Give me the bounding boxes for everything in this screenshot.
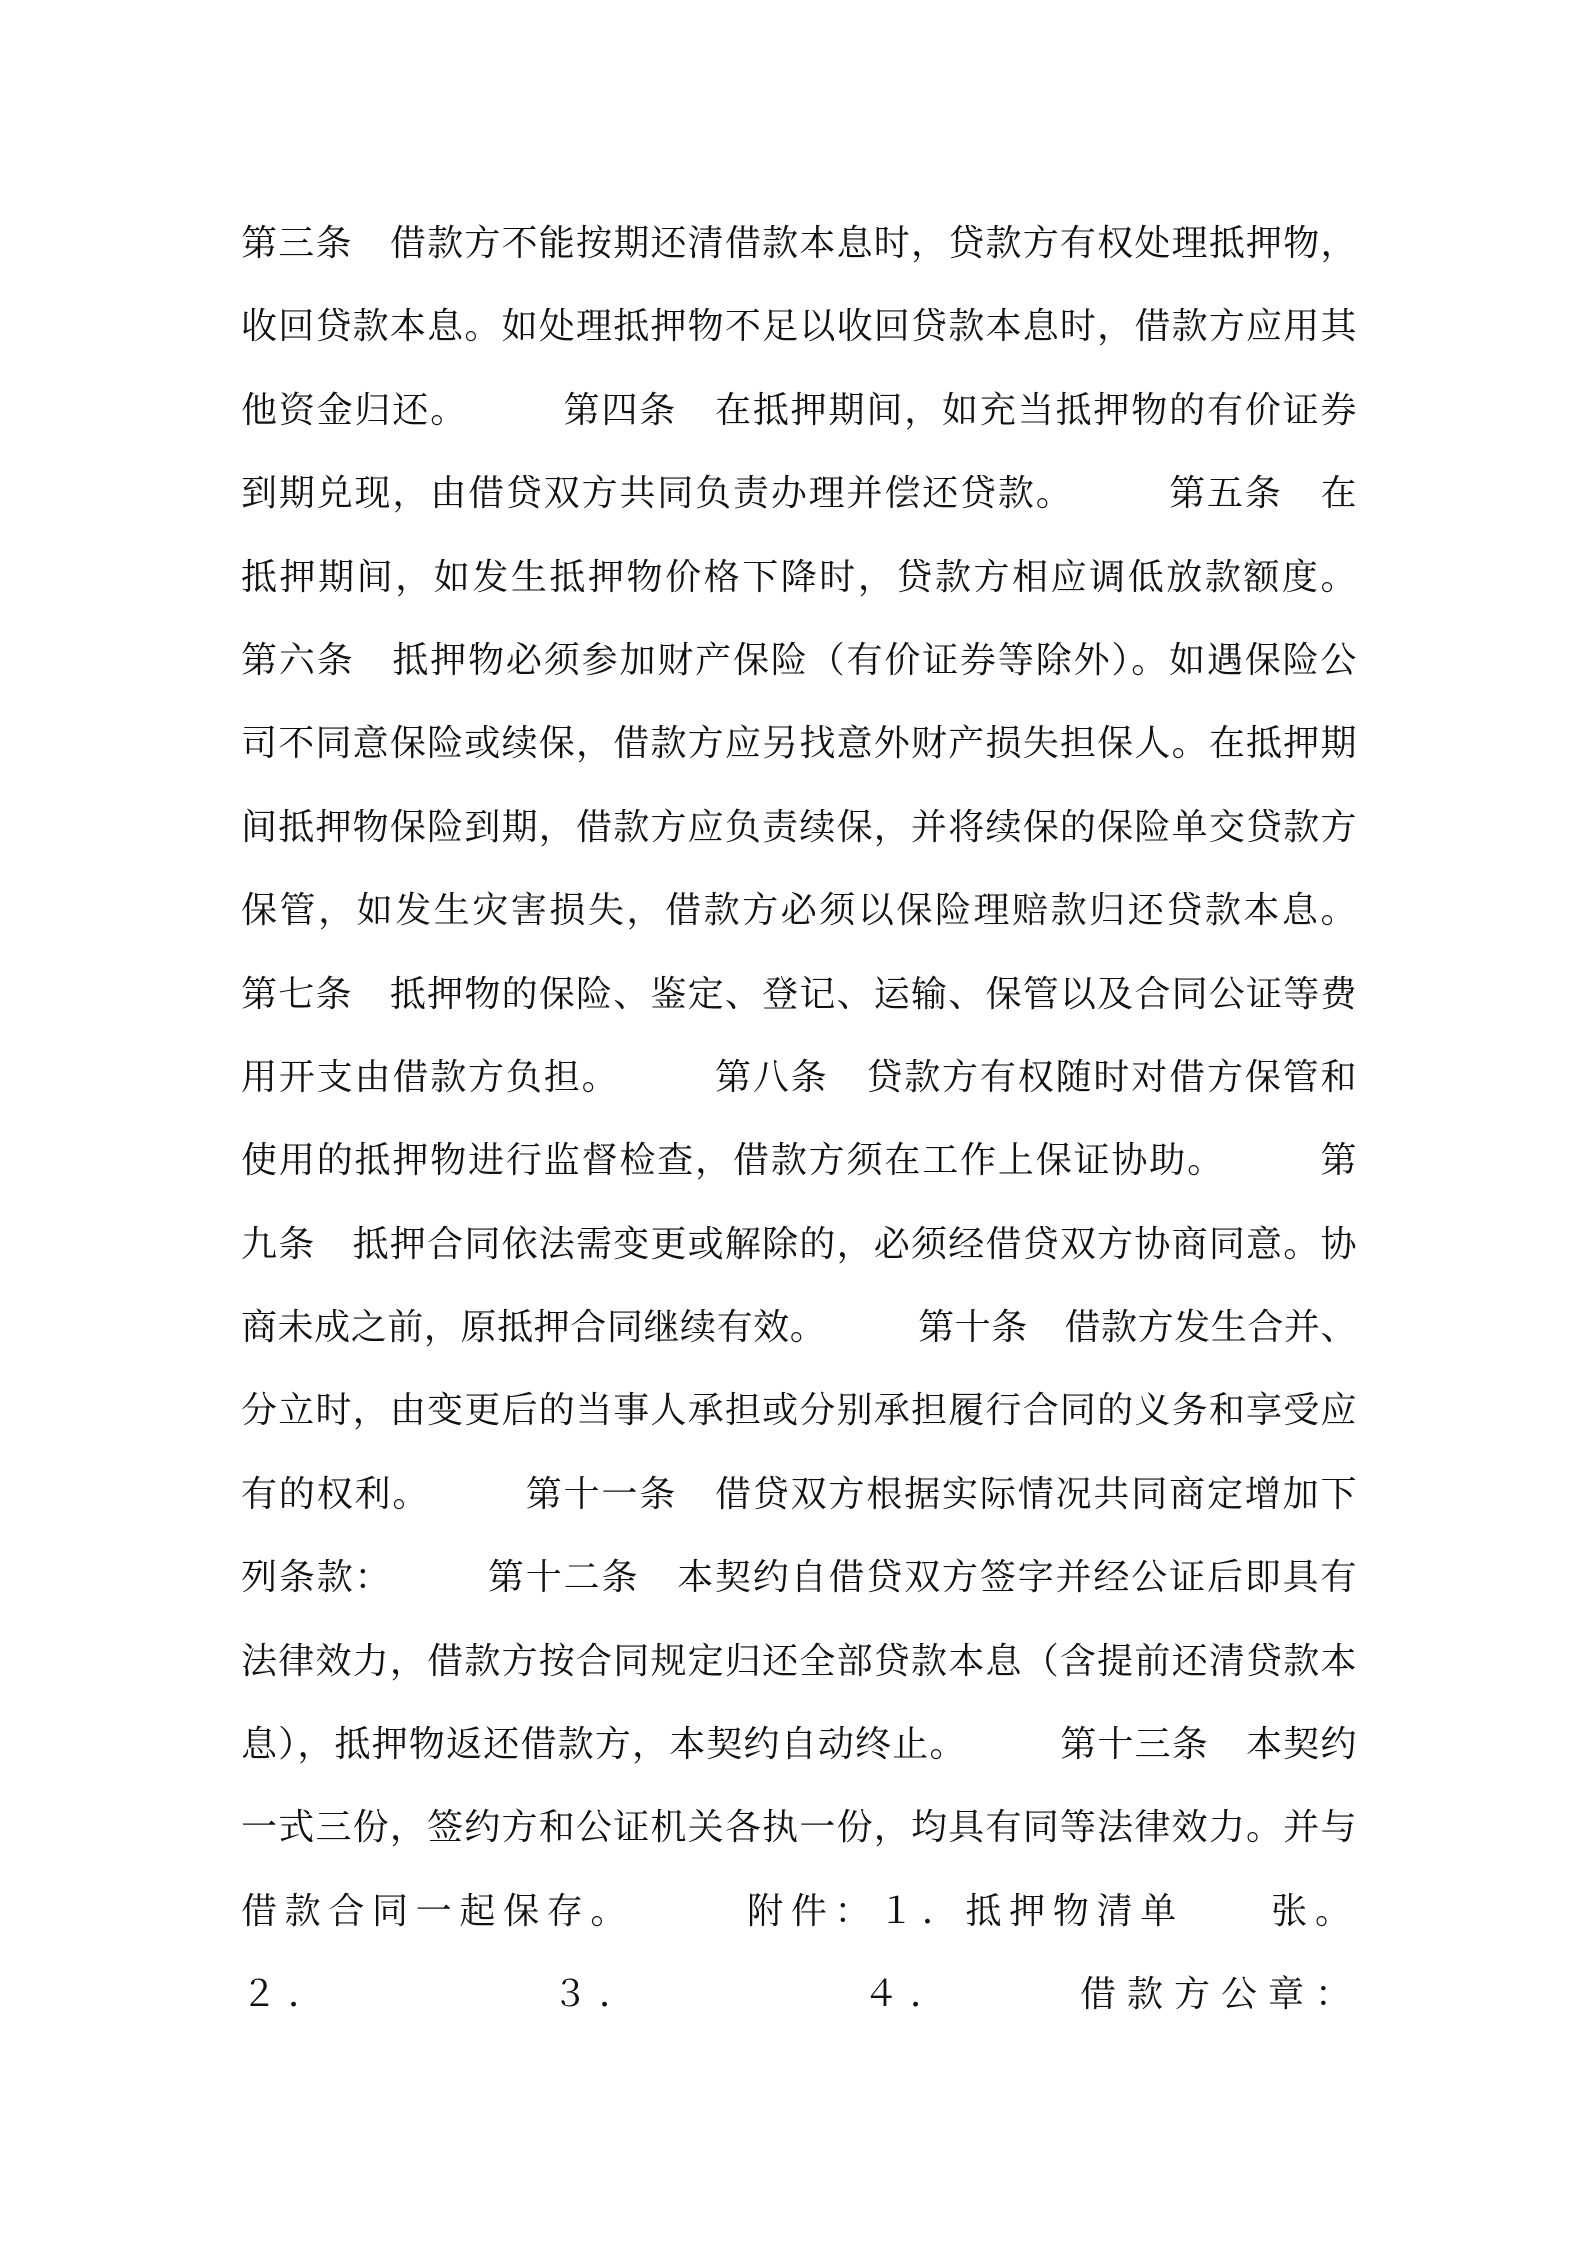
- text-line: 法律效力，借款方按合同规定归还全部贷款本息（含提前还清贷款本: [241, 1640, 1357, 1682]
- text-line: 间抵押物保险到期，借款方应负责续保，并将续保的保险单交贷款方: [241, 806, 1357, 848]
- text-line: 第七条 抵押物的保险、鉴定、登记、运输、保管以及合同公证等费: [241, 973, 1357, 1015]
- text-line: 使用的抵押物进行监督检查，借款方须在工作上保证协助。 第: [241, 1140, 1357, 1182]
- attachment-signature-line: ２． ３． ４． 借款方公章：: [241, 1974, 1357, 2016]
- contract-body: [241, 202, 1357, 2037]
- text-line: 到期兑现，由借贷双方共同负责办理并偿还贷款。 第五条 在: [241, 473, 1357, 515]
- text-line: 司不同意保险或续保，借款方应另找意外财产损失担保人。在抵押期: [241, 723, 1357, 765]
- text-line: 商未成之前，原抵押合同继续有效。 第十条 借款方发生合并、: [241, 1307, 1357, 1349]
- text-line: 列条款： 第十二条 本契约自借贷双方签字并经公证后即具有: [241, 1557, 1357, 1599]
- text-line: 第三条 借款方不能按期还清借款本息时，贷款方有权处理抵押物，: [241, 223, 1357, 264]
- text-line: 收回贷款本息。如处理抵押物不足以收回贷款本息时，借款方应用其: [241, 306, 1357, 348]
- text-line: 用开支由借款方负担。 第八条 贷款方有权随时对借方保管和: [241, 1056, 1357, 1098]
- text-line: 一式三份，签约方和公证机关各执一份，均具有同等法律效力。并与: [241, 1807, 1357, 1849]
- text-line: 息），抵押物返还借款方，本契约自动终止。 第十三条 本契约: [241, 1724, 1357, 1766]
- text-line: 九条 抵押合同依法需变更或解除的，必须经借贷双方协商同意。协: [241, 1223, 1357, 1265]
- text-line: 第六条 抵押物必须参加财产保险（有价证券等除外）。如遇保险公: [241, 639, 1357, 681]
- text-line: 有的权利。 第十一条 借贷双方根据实际情况共同商定增加下: [241, 1473, 1357, 1515]
- text-line: 他资金归还。 第四条 在抵押期间，如充当抵押物的有价证券: [241, 389, 1357, 431]
- attachment-line: 借款合同一起保存。 附件：１．抵押物清单 张。: [241, 1890, 1357, 1932]
- text-line: 分立时，由变更后的当事人承担或分别承担履行合同的义务和享受应: [241, 1390, 1357, 1432]
- text-line: 抵押期间，如发生抵押物价格下降时，贷款方相应调低放款额度。: [241, 556, 1357, 598]
- text-line: 保管，如发生灾害损失，借款方必须以保险理赔款归还贷款本息。: [241, 890, 1357, 932]
